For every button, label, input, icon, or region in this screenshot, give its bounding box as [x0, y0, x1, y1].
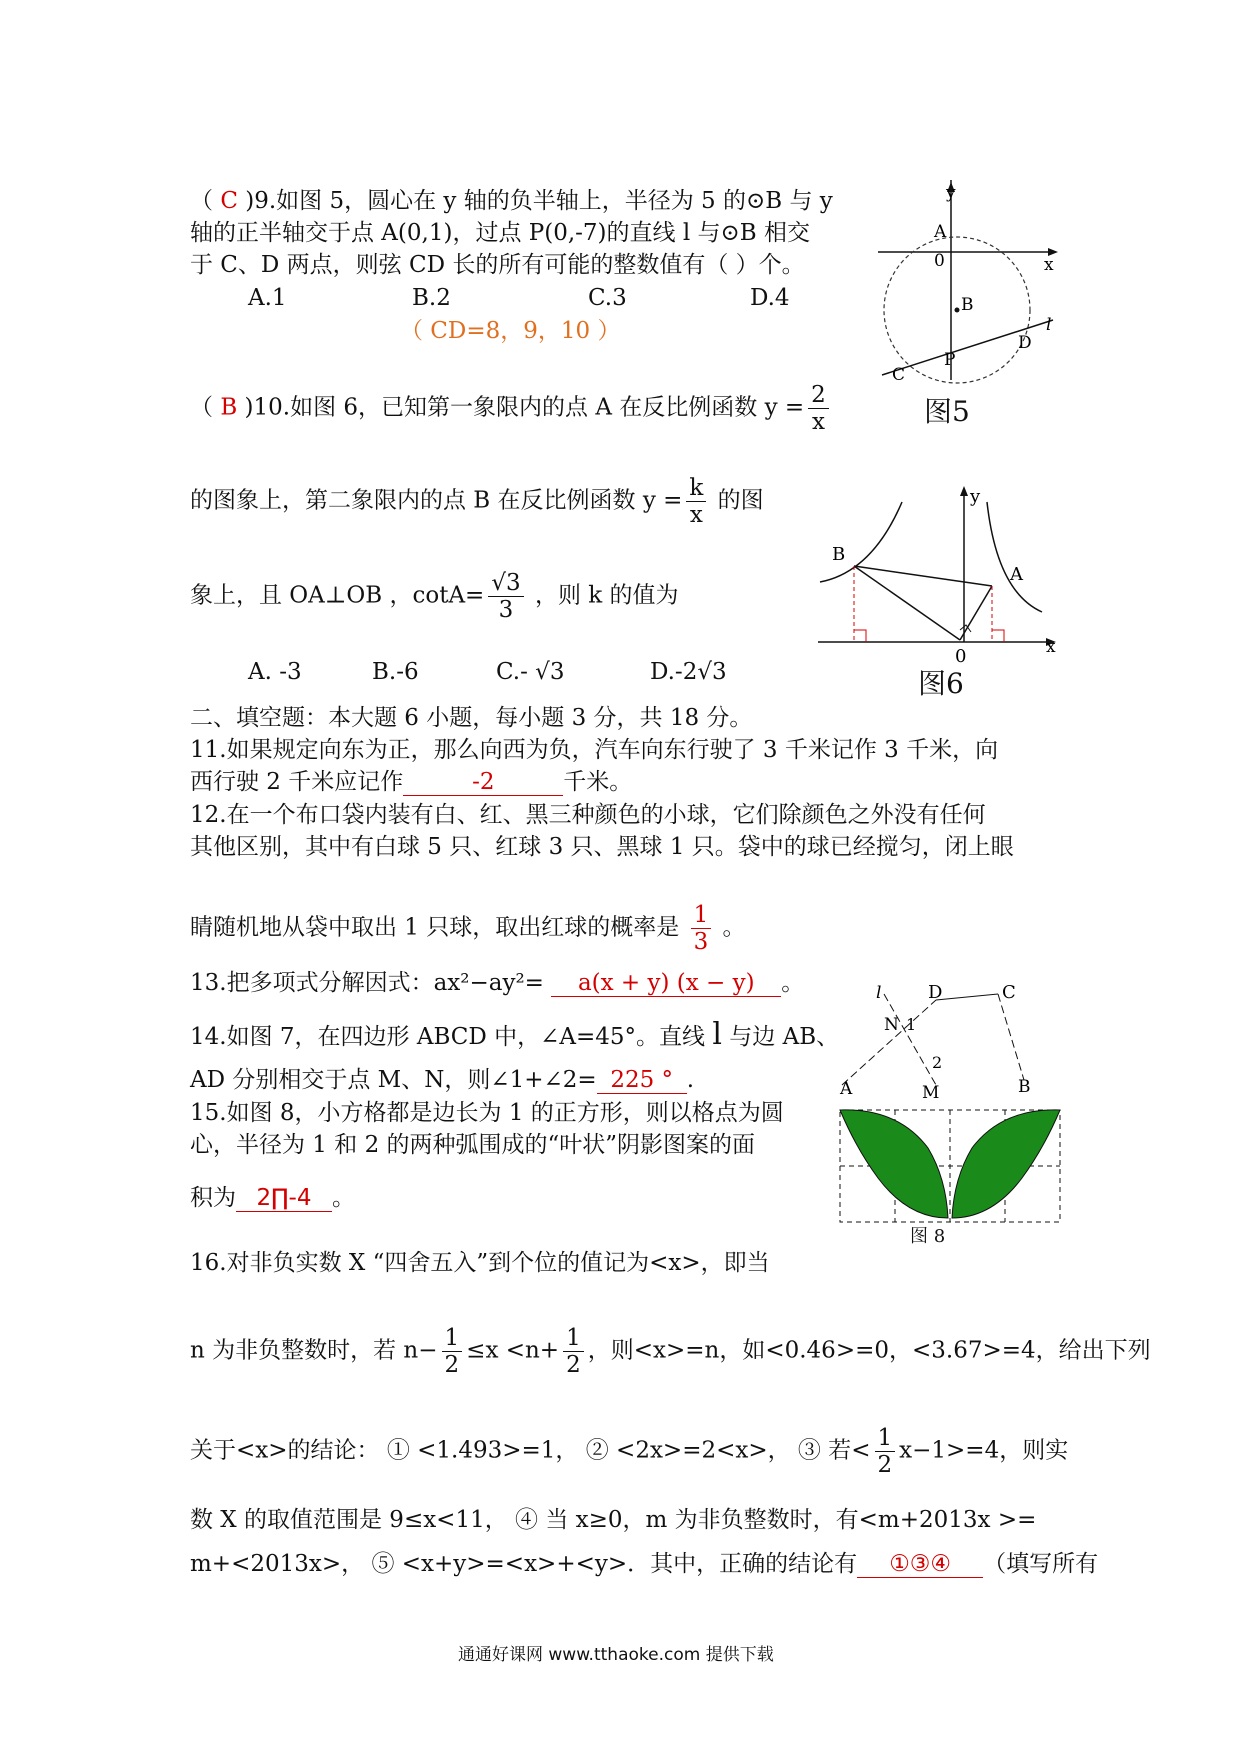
q10-fraction-cot: $\frac{√3}{3}$ [488, 570, 523, 623]
fig7-label-N: N [884, 1015, 899, 1035]
figure-7 [836, 980, 1036, 1110]
q9-answer: C [220, 188, 238, 214]
figure-5 [868, 180, 1068, 420]
fig5-label-D: D [1018, 333, 1032, 353]
q16-line4: 数 X 的取值范围是 9≤x<11， ④ 当 x≥0，m 为非负整数时，有<m+2013x >= [190, 1507, 1037, 1533]
page-footer: 通通好课网 www.tthaoke.com 提供下载 [458, 1645, 774, 1665]
q9-note: （ CD=8，9，10 ） [400, 318, 621, 344]
figure-6 [812, 482, 1070, 667]
q14-line1: 14.如图 7，在四边形 ABCD 中，∠A=45°。直线 l 与边 AB、 [190, 1017, 840, 1052]
fig7-label-M: M [922, 1083, 940, 1103]
fig5-label-l: l [1046, 315, 1052, 335]
q15-line3: 积为 2∏-4 。 [190, 1185, 355, 1211]
section-2-heading: 二、填空题：本大题 6 小题，每小题 3 分，共 18 分。 [190, 705, 753, 731]
fig7-label-B: B [1018, 1077, 1031, 1097]
q13-line: 13.把多项式分解因式：ax²−ay²= a(x + y) (x − y) 。 [190, 970, 805, 996]
fig6-label-y: y [970, 486, 981, 507]
fig6-caption: 图6 [918, 667, 964, 700]
q10-option-d: D.-2√3 [650, 659, 727, 685]
q11-line1: 11.如果规定向东为正，那么向西为负，汽车向东行驶了 3 千米记作 3 千米，向 [190, 737, 999, 763]
q16-answer: ①③④ [857, 1551, 983, 1578]
q16-line3: 关于<x>的结论： ① <1.493>=1， ② <2x>=2<x>， ③ 若< $\frac{1}{2}$ x−1>=4，则实 [190, 1425, 1069, 1478]
q10-line2: 的图象上，第二象限内的点 B 在反比例函数 y = $\frac{k}{x}$ 的图 [190, 475, 764, 528]
q10-option-a: A. -3 [248, 659, 302, 685]
q11-line2: 西行驶 2 千米应记作 -2 千米。 [190, 769, 633, 795]
q10-line3: 象上，且 OA⊥OB ，cotA= $\frac{√3}{3}$ ，则 k 的值为 [190, 570, 679, 623]
fig7-label-D: D [928, 982, 943, 1003]
q9-line2: 轴的正半轴交于点 A(0,1)，过点 P(0,-7)的直线 l 与⊙B 相交 [190, 220, 810, 246]
fig6-label-O: 0 [955, 646, 967, 667]
fig5-label-O: 0 [934, 251, 945, 271]
q12-line3: 睛随机地从袋中取出 1 只球，取出红球的概率是 $\frac{1}{3}$ 。 [190, 902, 746, 955]
q16-line5: m+<2013x>， ⑤ <x+y>=<x>+<y>．其中，正确的结论有 ①③④ （填写所有 [190, 1551, 1099, 1577]
fig6-curve-right [987, 502, 1042, 612]
q14-line2: AD 分别相交于点 M、N，则∠1+∠2= 225 ° . [190, 1067, 695, 1093]
q10-fraction-k-over-x: $\frac{k}{x}$ [686, 475, 706, 528]
q10-option-b: B.-6 [372, 659, 419, 685]
q9-option-a: A.1 [248, 285, 287, 311]
q16-line2: n 为非负整数时，若 n− $\frac{1}{2}$ ≤x <n+ $\frac{1}{2}$ ，则<x>=n，如<0.46>=0，<3.67>=4，给出下列 [190, 1325, 1151, 1378]
q12-answer: $\frac{1}{3}$ [691, 902, 712, 955]
fig7-label-2: 2 [932, 1053, 943, 1072]
q16-fraction-half-b: $\frac{1}{2}$ [563, 1325, 584, 1378]
fig6-label-A: A [1010, 564, 1023, 585]
fig6-label-B: B [832, 544, 846, 565]
fig5-label-y: y [946, 183, 956, 203]
q16-fraction-half-c: $\frac{1}{2}$ [875, 1425, 896, 1478]
q15-answer: 2∏-4 [236, 1185, 332, 1212]
fig5-label-C: C [892, 365, 906, 385]
q9-option-b: B.2 [412, 285, 451, 311]
fig8-leaf-left [840, 1110, 948, 1218]
q10-fraction-2-over-x: $\frac{2}{x}$ [808, 382, 829, 435]
q13-answer: a(x + y) (x − y) [551, 970, 781, 997]
fig7-label-A: A [840, 1079, 853, 1099]
fig6-label-x: x [1046, 637, 1056, 657]
q10-option-c: C.- √3 [496, 659, 565, 685]
fig5-label-x: x [1044, 255, 1054, 275]
q16-fraction-half-a: $\frac{1}{2}$ [442, 1325, 463, 1378]
fig7-label-C: C [1002, 982, 1016, 1003]
fig5-label-B: B [961, 295, 974, 315]
q9-option-d: D.4 [750, 285, 790, 311]
q11-answer: -2 [403, 769, 563, 796]
fig8-leaf-right [952, 1110, 1060, 1218]
q15-line1: 15.如图 8，小方格都是边长为 1 的正方形，则以格点为圆 [190, 1100, 784, 1126]
q16-line1: 16.对非负实数 X “四舍五入”到个位的值记为<x>，即当 [190, 1250, 770, 1276]
q15-line2: 心，半径为 1 和 2 的两种弧围成的“叶状”阴影图案的面 [190, 1132, 756, 1158]
q9-line3: 于 C、D 两点，则弦 CD 长的所有可能的整数值有（ ）个。 [190, 252, 805, 278]
q9-option-c: C.3 [588, 285, 627, 311]
fig5-label-A: A [934, 222, 947, 242]
q12-line2: 其他区别，其中有白球 5 只、红球 3 只、黑球 1 只。袋中的球已经搅匀，闭上眼 [190, 834, 1014, 860]
figure-8 [838, 1108, 1064, 1228]
q9-line1: （ C )9.如图 5，圆心在 y 轴的负半轴上，半径为 5 的⊙B 与 y [190, 188, 833, 214]
q14-answer: 225 ° [597, 1067, 687, 1094]
fig8-caption: 图 8 [910, 1226, 946, 1247]
q10-line1: （ B )10.如图 6，已知第一象限内的点 A 在反比例函数 y = $\frac{2}{x}$ [190, 382, 833, 435]
fig5-label-P: P [944, 350, 956, 370]
fig7-label-1: 1 [906, 1015, 917, 1034]
q10-answer: B [220, 394, 238, 421]
q12-line1: 12.在一个布口袋内装有白、红、黑三种颜色的小球，它们除颜色之外没有任何 [190, 802, 986, 828]
fig7-label-l: l [876, 983, 882, 1003]
fig5-caption: 图5 [924, 395, 970, 428]
